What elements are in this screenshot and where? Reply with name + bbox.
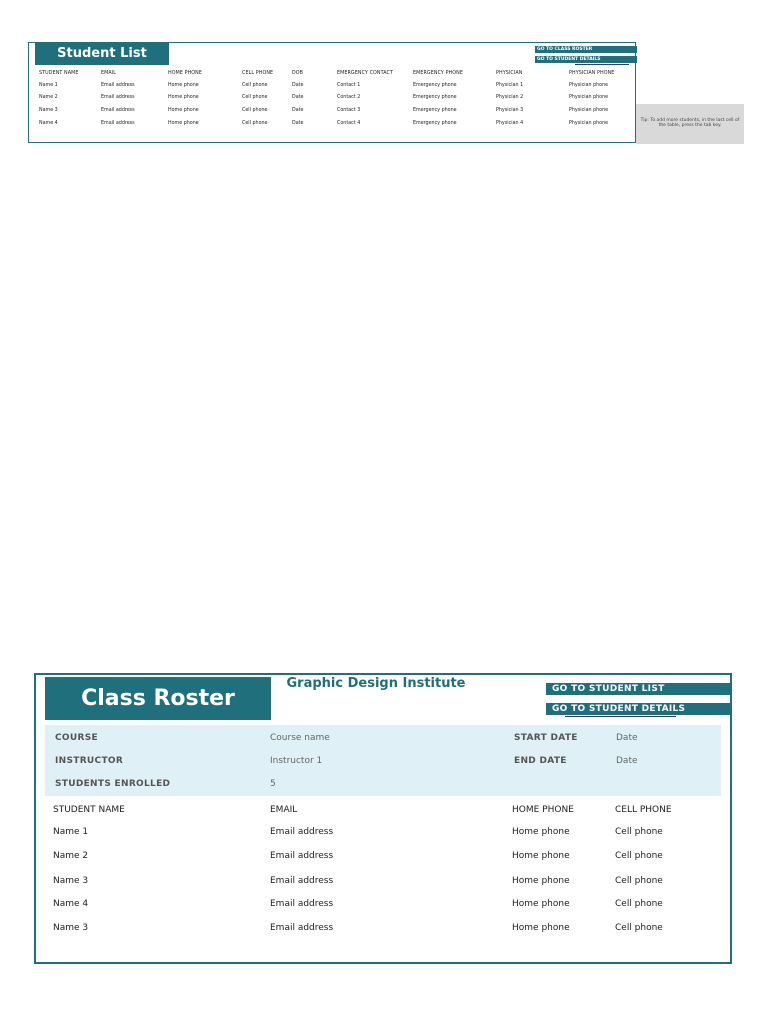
table-cell[interactable]: Email address xyxy=(270,923,334,933)
table-cell[interactable]: Physician phone xyxy=(569,95,609,100)
table-cell[interactable]: Email address xyxy=(101,95,135,100)
column-header-student-name: STUDENT NAME xyxy=(39,71,79,76)
table-cell[interactable]: Contact 4 xyxy=(337,121,361,126)
table-cell[interactable]: Date xyxy=(292,83,304,88)
table-cell[interactable]: Name 3 xyxy=(39,108,58,113)
table-cell[interactable]: Physician 4 xyxy=(496,121,524,126)
table-cell[interactable]: Home phone xyxy=(512,851,570,861)
students-enrolled-label: STUDENTS ENROLLED xyxy=(55,779,171,789)
column-header-home-phone: HOME PHONE xyxy=(168,71,202,76)
column-header-student-name: STUDENT NAME xyxy=(53,805,125,815)
table-cell[interactable]: Email address xyxy=(270,876,334,886)
table-cell[interactable]: Cell phone xyxy=(615,876,663,886)
table-cell[interactable]: Emergency phone xyxy=(413,95,457,100)
course-info-band xyxy=(45,725,721,796)
table-cell[interactable]: Cell phone xyxy=(242,95,268,100)
table-cell[interactable]: Home phone xyxy=(512,899,570,909)
column-header-emergency-contact: EMERGENCY CONTACT xyxy=(337,71,394,76)
column-header-email: EMAIL xyxy=(270,805,298,815)
end-date-value[interactable]: Date xyxy=(616,756,638,766)
table-cell[interactable]: Name 1 xyxy=(39,83,58,88)
table-cell[interactable]: Cell phone xyxy=(615,899,663,909)
instructor-label: INSTRUCTOR xyxy=(55,756,124,766)
table-cell[interactable]: Home phone xyxy=(168,83,199,88)
table-cell[interactable]: Email address xyxy=(101,108,135,113)
table-cell[interactable]: Cell phone xyxy=(242,108,268,113)
end-date-label: END DATE xyxy=(514,756,567,766)
column-header-emergency-phone: EMERGENCY PHONE xyxy=(413,71,463,76)
table-cell[interactable]: Name 3 xyxy=(53,876,89,886)
column-header-physician-phone: PHYSICIAN PHONE xyxy=(569,71,615,76)
column-header-dob: DOB xyxy=(292,71,304,76)
table-cell[interactable]: Physician phone xyxy=(569,83,609,88)
table-cell[interactable]: Home phone xyxy=(168,121,199,126)
table-cell[interactable]: Date xyxy=(292,108,304,113)
table-cell[interactable]: Physician 2 xyxy=(496,95,524,100)
student-list-title: Student List xyxy=(35,43,169,65)
table-cell[interactable]: Cell phone xyxy=(242,121,268,126)
start-date-value[interactable]: Date xyxy=(616,733,638,743)
page-title: Class Roster xyxy=(81,686,235,711)
table-cell[interactable]: Name 3 xyxy=(53,923,89,933)
tip-note: Tip: To add more students, in the last cell of the table, press the tab key. xyxy=(636,104,744,144)
go-to-student-list-button[interactable]: GO TO STUDENT LIST xyxy=(546,683,732,695)
institute-name: Graphic Design Institute xyxy=(286,676,466,691)
table-cell[interactable]: Home phone xyxy=(168,108,199,113)
table-cell[interactable]: Name 2 xyxy=(53,851,89,861)
table-cell[interactable]: Name 1 xyxy=(53,827,89,837)
table-cell[interactable]: Email address xyxy=(270,899,334,909)
table-cell[interactable]: Cell phone xyxy=(615,827,663,837)
table-cell[interactable]: Cell phone xyxy=(615,923,663,933)
table-cell[interactable]: Email address xyxy=(270,827,334,837)
go-to-class-roster-button[interactable]: GO TO CLASS ROSTER xyxy=(535,46,637,53)
table-cell[interactable]: Physician phone xyxy=(569,108,609,113)
column-header-cell-phone: CELL PHONE xyxy=(615,805,672,815)
table-cell[interactable]: Physician phone xyxy=(569,121,609,126)
table-cell[interactable]: Home phone xyxy=(168,95,199,100)
table-cell[interactable]: Cell phone xyxy=(242,83,268,88)
link-underline xyxy=(565,716,676,717)
title-banner xyxy=(45,677,271,720)
link-underline xyxy=(575,64,629,65)
course-label: COURSE xyxy=(55,733,98,743)
go-to-student-details-button[interactable]: GO TO STUDENT DETAILS xyxy=(546,703,732,715)
table-cell[interactable]: Contact 3 xyxy=(337,108,361,113)
instructor-value[interactable]: Instructor 1 xyxy=(270,756,323,766)
class-roster-sheet xyxy=(34,673,732,964)
table-cell[interactable]: Home phone xyxy=(512,827,570,837)
table-cell[interactable]: Email address xyxy=(101,121,135,126)
table-cell[interactable]: Name 4 xyxy=(39,121,58,126)
column-header-home-phone: HOME PHONE xyxy=(512,805,574,815)
table-cell[interactable]: Home phone xyxy=(512,923,570,933)
table-cell[interactable]: Emergency phone xyxy=(413,108,457,113)
go-to-student-details-button[interactable]: GO TO STUDENT DETAILS xyxy=(535,56,637,63)
table-cell[interactable]: Physician 3 xyxy=(496,108,524,113)
student-list-sheet xyxy=(28,42,636,143)
table-cell[interactable]: Date xyxy=(292,121,304,126)
table-cell[interactable]: Name 4 xyxy=(53,899,89,909)
column-header-physician: PHYSICIAN xyxy=(496,71,523,76)
table-cell[interactable]: Email address xyxy=(270,851,334,861)
students-enrolled-value: 5 xyxy=(270,779,276,789)
table-cell[interactable]: Contact 2 xyxy=(337,95,361,100)
table-cell[interactable]: Cell phone xyxy=(615,851,663,861)
table-cell[interactable]: Emergency phone xyxy=(413,121,457,126)
table-cell[interactable]: Contact 1 xyxy=(337,83,361,88)
table-cell[interactable]: Physician 1 xyxy=(496,83,524,88)
table-cell[interactable]: Name 2 xyxy=(39,95,58,100)
start-date-label: START DATE xyxy=(514,733,578,743)
table-cell[interactable]: Home phone xyxy=(512,876,570,886)
table-cell[interactable]: Date xyxy=(292,95,304,100)
table-cell[interactable]: Email address xyxy=(101,83,135,88)
course-value[interactable]: Course name xyxy=(270,733,330,743)
column-header-cell-phone: CELL PHONE xyxy=(242,71,274,76)
table-cell[interactable]: Emergency phone xyxy=(413,83,457,88)
column-header-email: EMAIL xyxy=(101,71,117,76)
